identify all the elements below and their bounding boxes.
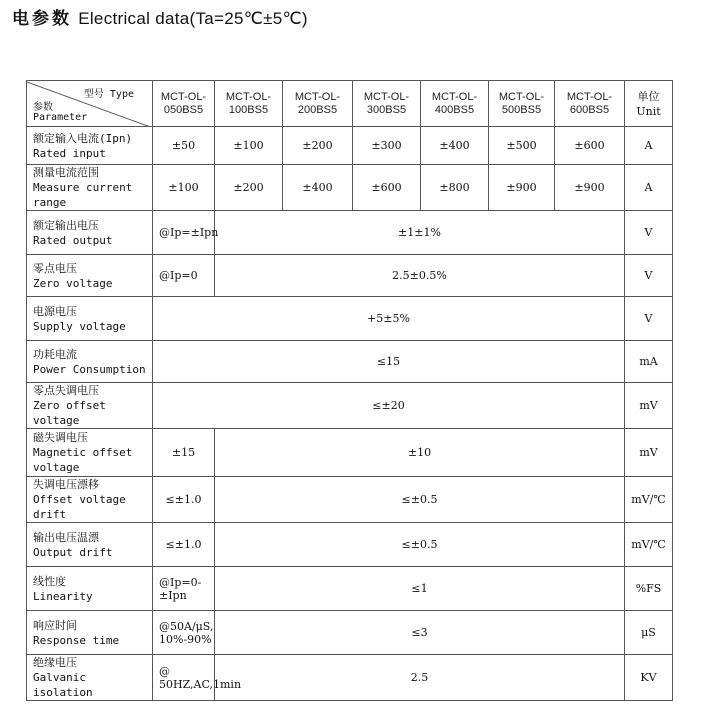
parameter-name-en: Rated output — [33, 233, 113, 247]
unit-cell: %FS — [625, 567, 673, 611]
unit-cell: V — [625, 297, 673, 341]
parameter-name-en: Supply voltage — [33, 319, 126, 333]
parameter-name-cn: 零点失调电压 — [33, 384, 99, 397]
parameter-name-en: Zero offset voltage — [33, 399, 106, 427]
value-cell: ≤1 — [215, 567, 625, 611]
value-cell: ±100 — [153, 165, 215, 211]
unit-cell: mV/℃ — [625, 477, 673, 523]
condition-cell: @50A/μS, 10%-90% — [153, 611, 215, 655]
model-header: MCT-OL-100BS5 — [215, 81, 283, 127]
header-row — [27, 81, 673, 127]
value-cell: ≤15 — [153, 341, 625, 383]
value-cell: ≤±0.5 — [215, 523, 625, 567]
parameter-name-en-cont: range — [33, 196, 67, 209]
parameter-name-en: Magnetic offset — [33, 446, 133, 459]
unit-cell: A — [625, 127, 673, 165]
parameter-name-cn: 额定输出电压 — [33, 218, 99, 232]
table-row — [27, 523, 673, 567]
title-en: Electrical data(Ta=25℃±5℃) — [78, 9, 308, 28]
value-cell: ±600 — [353, 165, 421, 211]
table-row — [27, 567, 673, 611]
parameter-name-cn: 输出电压温漂 — [33, 530, 99, 544]
value-cell: ±200 — [215, 165, 283, 211]
value-cell: ±50 — [153, 127, 215, 165]
table-row — [27, 341, 673, 383]
value-cell: ±300 — [353, 127, 421, 165]
parameter-name-en: Rated input — [33, 146, 106, 160]
unit-header-cn: 单位 — [637, 89, 660, 103]
corner-param-en: Parameter — [33, 111, 88, 123]
parameter-name-en: Offset voltage drift — [33, 493, 126, 521]
parameter-name-en: Power Consumption — [33, 362, 146, 376]
value-cell: ±100 — [215, 127, 283, 165]
parameter-cell — [27, 211, 153, 255]
parameter-name-cn: 额定输入电流(Ipn) — [33, 131, 133, 145]
value-cell: ±600 — [555, 127, 625, 165]
unit-cell: KV — [625, 655, 673, 701]
parameter-name-en: Linearity — [33, 589, 93, 603]
parameter-cell — [27, 255, 153, 297]
unit-header — [625, 81, 673, 127]
parameter-cell — [27, 429, 153, 477]
title-cn: 电参数 — [12, 9, 72, 29]
value-cell: ≤±20 — [153, 383, 625, 429]
parameter-name-cn: 电源电压 — [33, 304, 77, 318]
electrical-data-table — [26, 80, 673, 701]
parameter-name-cn: 测量电流范围 — [33, 166, 99, 179]
unit-cell: μS — [625, 611, 673, 655]
condition-cell: @Ip=0-±Ipn — [153, 567, 215, 611]
parameter-cell — [27, 655, 153, 701]
table-row — [27, 655, 673, 701]
table-row — [27, 429, 673, 477]
parameter-name-en: Measure current — [33, 181, 133, 194]
model-header: MCT-OL-200BS5 — [283, 81, 353, 127]
value-cell: ±10 — [215, 429, 625, 477]
page-title — [12, 4, 308, 29]
unit-cell: mA — [625, 341, 673, 383]
table-row — [27, 611, 673, 655]
parameter-cell — [27, 477, 153, 523]
table-row — [27, 297, 673, 341]
table-row — [27, 211, 673, 255]
value-cell-first: ≤±1.0 — [153, 477, 215, 523]
value-cell: ±900 — [555, 165, 625, 211]
value-cell: ±900 — [489, 165, 555, 211]
unit-cell: V — [625, 211, 673, 255]
model-header: MCT-OL-050BS5 — [153, 81, 215, 127]
parameter-cell — [27, 611, 153, 655]
table-row — [27, 477, 673, 523]
value-cell: 2.5±0.5% — [215, 255, 625, 297]
value-cell: ≤±0.5 — [215, 477, 625, 523]
parameter-cell — [27, 567, 153, 611]
value-cell: ±800 — [421, 165, 489, 211]
corner-param-cn: 参数 — [33, 101, 53, 113]
parameter-name-en: Output drift — [33, 545, 113, 559]
model-header: MCT-OL-300BS5 — [353, 81, 421, 127]
value-cell: ±200 — [283, 127, 353, 165]
model-header: MCT-OL-600BS5 — [555, 81, 625, 127]
parameter-cell — [27, 341, 153, 383]
parameter-name-cn: 功耗电流 — [33, 347, 77, 361]
value-cell: +5±5% — [153, 297, 625, 341]
value-cell: ±1±1% — [215, 211, 625, 255]
condition-cell: @Ip=0 — [153, 255, 215, 297]
parameter-name-cn: 零点电压 — [33, 261, 77, 275]
parameter-cell — [27, 383, 153, 429]
value-cell-first: ±15 — [153, 429, 215, 477]
parameter-cell — [27, 523, 153, 567]
value-cell: ±400 — [283, 165, 353, 211]
table-row — [27, 383, 673, 429]
value-cell-first: ≤±1.0 — [153, 523, 215, 567]
corner-type: 型号 Type — [83, 88, 134, 100]
value-cell: ±400 — [421, 127, 489, 165]
parameter-name-cn: 绝缘电压 — [33, 656, 77, 669]
parameter-name-en: Galvanic isolation — [33, 671, 93, 699]
parameter-name-cn: 磁失调电压 — [33, 431, 88, 444]
value-cell: ±500 — [489, 127, 555, 165]
table-row — [27, 255, 673, 297]
condition-cell: @Ip=±Ipn — [153, 211, 215, 255]
parameter-name-cn: 失调电压漂移 — [33, 478, 99, 491]
parameter-name-cn: 响应时间 — [33, 618, 77, 632]
table-row — [27, 165, 673, 211]
value-cell: 2.5 — [215, 655, 625, 701]
parameter-name-en: Zero voltage — [33, 276, 113, 290]
model-header: MCT-OL-500BS5 — [489, 81, 555, 127]
table-row — [27, 127, 673, 165]
condition-cell: @ 50HZ,AC,1min — [153, 655, 215, 701]
parameter-name-en: Response time — [33, 633, 120, 647]
model-header: MCT-OL-400BS5 — [421, 81, 489, 127]
unit-cell: mV — [625, 383, 673, 429]
unit-header-en: Unit — [636, 104, 661, 118]
parameter-name-en-cont: voltage — [33, 461, 80, 474]
parameter-cell — [27, 165, 153, 211]
parameter-cell — [27, 127, 153, 165]
unit-cell: A — [625, 165, 673, 211]
unit-cell: mV/℃ — [625, 523, 673, 567]
parameter-name-cn: 线性度 — [33, 574, 66, 588]
parameter-cell — [27, 297, 153, 341]
unit-cell: mV — [625, 429, 673, 477]
unit-cell: V — [625, 255, 673, 297]
value-cell: ≤3 — [215, 611, 625, 655]
corner-cell — [27, 81, 153, 127]
